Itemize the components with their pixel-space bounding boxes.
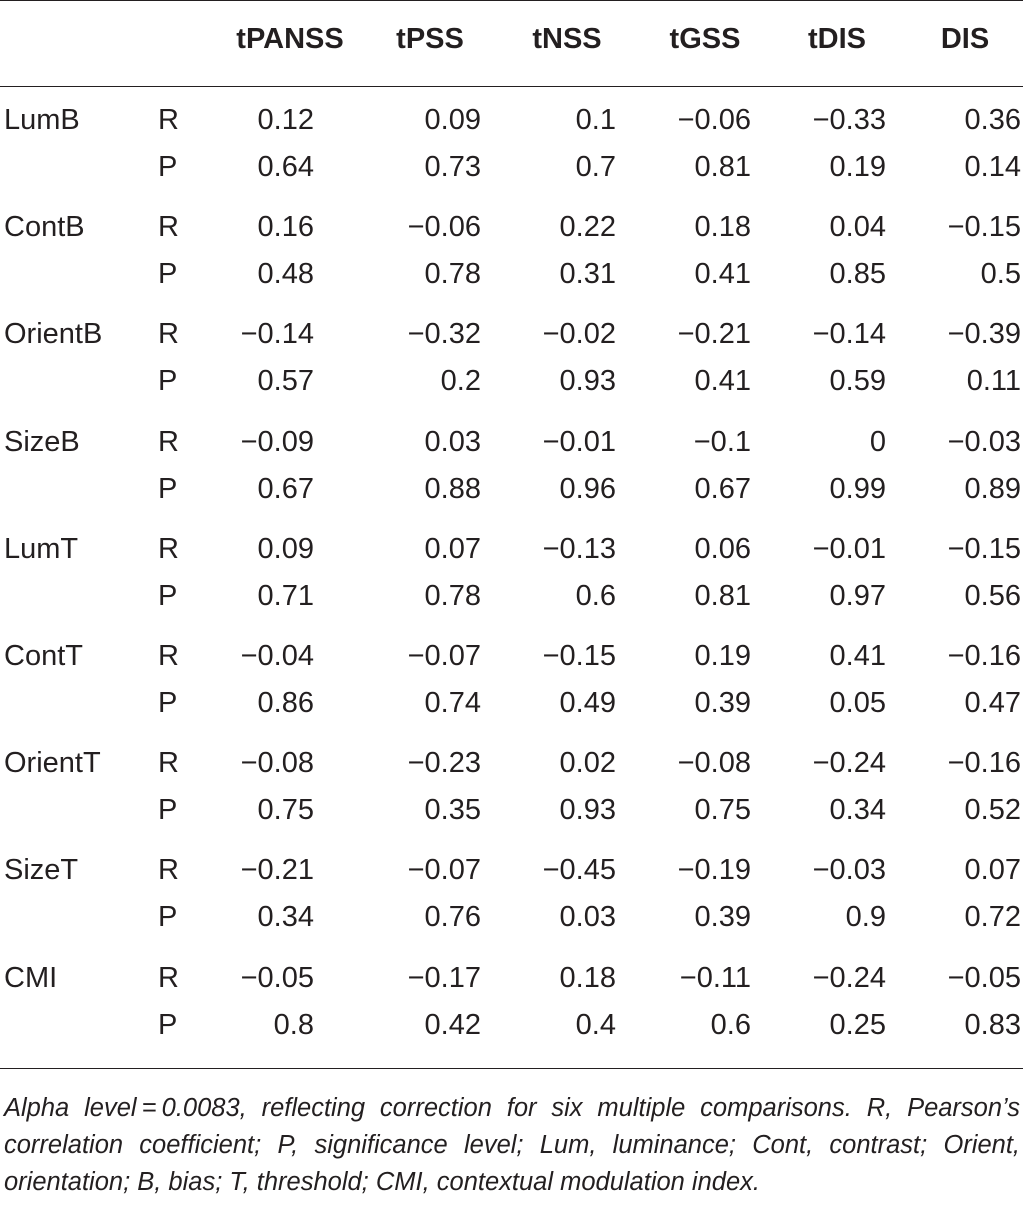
p-value-cell: 0.6 [710, 1009, 751, 1041]
stat-label-p: P [158, 901, 178, 933]
r-value-cell: 0.09 [257, 533, 314, 565]
header-tdis: tDIS [808, 23, 866, 55]
row-label: LumB [4, 104, 80, 136]
row-label: SizeT [4, 854, 79, 886]
header-tpss: tPSS [396, 23, 464, 55]
p-value-cell: 0.78 [424, 580, 481, 612]
p-value-cell: 0.93 [559, 794, 616, 826]
r-value-cell: −0.06 [407, 211, 481, 243]
p-value-cell: 0.41 [694, 258, 751, 290]
p-value-cell: 0.75 [694, 794, 751, 826]
p-value-cell: 0.31 [559, 258, 616, 290]
r-value-cell: −0.33 [812, 104, 886, 136]
r-value-cell: 0.41 [829, 640, 886, 672]
r-value-cell: 0.18 [694, 211, 751, 243]
r-value-cell: −0.45 [542, 854, 616, 886]
r-value-cell: −0.04 [240, 640, 314, 672]
p-value-cell: 0.41 [694, 365, 751, 397]
row-label: LumT [4, 533, 79, 565]
p-value-cell: 0.34 [257, 901, 314, 933]
row-label: OrientT [4, 747, 101, 779]
stat-label-r: R [158, 854, 179, 886]
p-value-cell: 0.49 [559, 687, 616, 719]
p-value-cell: 0.88 [424, 473, 481, 505]
p-value-cell: 0.57 [257, 365, 314, 397]
r-value-cell: −0.21 [240, 854, 314, 886]
r-value-cell: −0.02 [542, 318, 616, 350]
row-label: CMI [4, 962, 58, 994]
r-value-cell: −0.07 [407, 854, 481, 886]
r-value-cell: −0.24 [812, 962, 886, 994]
p-value-cell: 0.03 [559, 901, 616, 933]
p-value-cell: 0.73 [424, 151, 481, 183]
p-value-cell: 0.86 [257, 687, 314, 719]
p-value-cell: 0.11 [966, 365, 1021, 397]
header-dis: DIS [940, 23, 990, 55]
stat-label-r: R [158, 962, 179, 994]
p-value-cell: 0.99 [829, 473, 886, 505]
p-value-cell: 0.93 [559, 365, 616, 397]
r-value-cell: −0.39 [947, 318, 1021, 350]
r-value-cell: −0.1 [693, 426, 751, 458]
p-value-cell: 0.2 [440, 365, 481, 397]
p-value-cell: 0.59 [829, 365, 886, 397]
stat-label-r: R [158, 211, 179, 243]
stat-label-r: R [158, 104, 179, 136]
p-value-cell: 0.14 [964, 151, 1021, 183]
p-value-cell: 0.25 [829, 1009, 886, 1041]
p-value-cell: 0.48 [257, 258, 314, 290]
r-value-cell: −0.14 [240, 318, 314, 350]
p-value-cell: 0.35 [424, 794, 481, 826]
p-value-cell: 0.19 [829, 151, 886, 183]
header-tgss: tGSS [669, 23, 741, 55]
p-value-cell: 0.05 [829, 687, 886, 719]
p-value-cell: 0.39 [694, 687, 751, 719]
r-value-cell: 0.12 [257, 104, 314, 136]
p-value-cell: 0.5 [980, 258, 1021, 290]
header-rule [0, 86, 1023, 87]
p-value-cell: 0.64 [257, 151, 314, 183]
top-rule [0, 0, 1023, 1]
r-value-cell: −0.13 [542, 533, 616, 565]
stat-label-p: P [158, 151, 178, 183]
r-value-cell: 0.19 [694, 640, 751, 672]
r-value-cell: −0.03 [947, 426, 1021, 458]
r-value-cell: −0.16 [947, 640, 1021, 672]
r-value-cell: 0.04 [829, 211, 886, 243]
r-value-cell: −0.19 [677, 854, 751, 886]
r-value-cell: −0.24 [812, 747, 886, 779]
p-value-cell: 0.89 [964, 473, 1021, 505]
r-value-cell: −0.15 [947, 533, 1021, 565]
r-value-cell: −0.09 [240, 426, 314, 458]
p-value-cell: 0.7 [575, 151, 616, 183]
p-value-cell: 0.97 [829, 580, 886, 612]
stat-label-r: R [158, 533, 179, 565]
r-value-cell: 0.18 [559, 962, 616, 994]
r-value-cell: 0.06 [694, 533, 751, 565]
p-value-cell: 0.42 [424, 1009, 481, 1041]
stat-label-r: R [158, 747, 179, 779]
p-value-cell: 0.67 [694, 473, 751, 505]
p-value-cell: 0.34 [829, 794, 886, 826]
p-value-cell: 0.81 [694, 580, 751, 612]
p-value-cell: 0.67 [257, 473, 314, 505]
r-value-cell: −0.16 [947, 747, 1021, 779]
r-value-cell: 0 [869, 426, 886, 458]
header-tnss: tNSS [532, 23, 602, 55]
p-value-cell: 0.9 [845, 901, 886, 933]
r-value-cell: −0.32 [407, 318, 481, 350]
p-value-cell: 0.72 [964, 901, 1021, 933]
r-value-cell: −0.05 [240, 962, 314, 994]
r-value-cell: −0.14 [812, 318, 886, 350]
p-value-cell: 0.4 [575, 1009, 616, 1041]
stat-label-r: R [158, 318, 179, 350]
r-value-cell: −0.21 [677, 318, 751, 350]
bottom-rule [0, 1068, 1023, 1069]
p-value-cell: 0.76 [424, 901, 481, 933]
p-value-cell: 0.52 [964, 794, 1021, 826]
p-value-cell: 0.96 [559, 473, 616, 505]
p-value-cell: 0.85 [829, 258, 886, 290]
row-label: ContT [4, 640, 83, 672]
p-value-cell: 0.8 [273, 1009, 314, 1041]
stat-label-p: P [158, 1009, 178, 1041]
p-value-cell: 0.74 [424, 687, 481, 719]
row-label: ContB [4, 211, 85, 243]
r-value-cell: 0.22 [559, 211, 616, 243]
r-value-cell: −0.01 [812, 533, 886, 565]
stat-label-p: P [158, 794, 178, 826]
r-value-cell: −0.07 [407, 640, 481, 672]
p-value-cell: 0.39 [694, 901, 751, 933]
p-value-cell: 0.47 [964, 687, 1021, 719]
p-value-cell: 0.75 [257, 794, 314, 826]
r-value-cell: 0.07 [964, 854, 1021, 886]
p-value-cell: 0.6 [575, 580, 616, 612]
stat-label-p: P [158, 687, 178, 719]
r-value-cell: −0.08 [677, 747, 751, 779]
r-value-cell: −0.15 [542, 640, 616, 672]
p-value-cell: 0.81 [694, 151, 751, 183]
row-label: OrientB [4, 318, 103, 350]
r-value-cell: −0.05 [947, 962, 1021, 994]
r-value-cell: −0.08 [240, 747, 314, 779]
r-value-cell: 0.1 [575, 104, 616, 136]
r-value-cell: −0.23 [407, 747, 481, 779]
p-value-cell: 0.71 [257, 580, 314, 612]
r-value-cell: 0.03 [424, 426, 481, 458]
header-tpanss: tPANSS [236, 23, 344, 55]
row-label: SizeB [4, 426, 80, 458]
r-value-cell: −0.15 [947, 211, 1021, 243]
p-value-cell: 0.78 [424, 258, 481, 290]
p-value-cell: 0.56 [964, 580, 1021, 612]
stat-label-r: R [158, 640, 179, 672]
stat-label-r: R [158, 426, 179, 458]
r-value-cell: −0.11 [679, 962, 751, 994]
r-value-cell: −0.06 [677, 104, 751, 136]
r-value-cell: 0.02 [559, 747, 616, 779]
stat-label-p: P [158, 258, 178, 290]
r-value-cell: 0.36 [964, 104, 1021, 136]
stat-label-p: P [158, 365, 178, 397]
r-value-cell: −0.03 [812, 854, 886, 886]
p-value-cell: 0.83 [964, 1009, 1021, 1041]
r-value-cell: −0.17 [407, 962, 481, 994]
stat-label-p: P [158, 580, 178, 612]
r-value-cell: 0.16 [257, 211, 314, 243]
r-value-cell: 0.07 [424, 533, 481, 565]
stat-label-p: P [158, 473, 178, 505]
table-footnote: Alpha level = 0.0083, reflecting correction for six multiple comparisons. R, Pearson’s correlation coefficient; P, significance level; Lum, luminance; Cont, contrast; Orient, orientation; B, bias; T, threshold; CMI, contextual modulation index. [4, 1094, 1020, 1196]
r-value-cell: 0.09 [424, 104, 481, 136]
r-value-cell: −0.01 [542, 426, 616, 458]
